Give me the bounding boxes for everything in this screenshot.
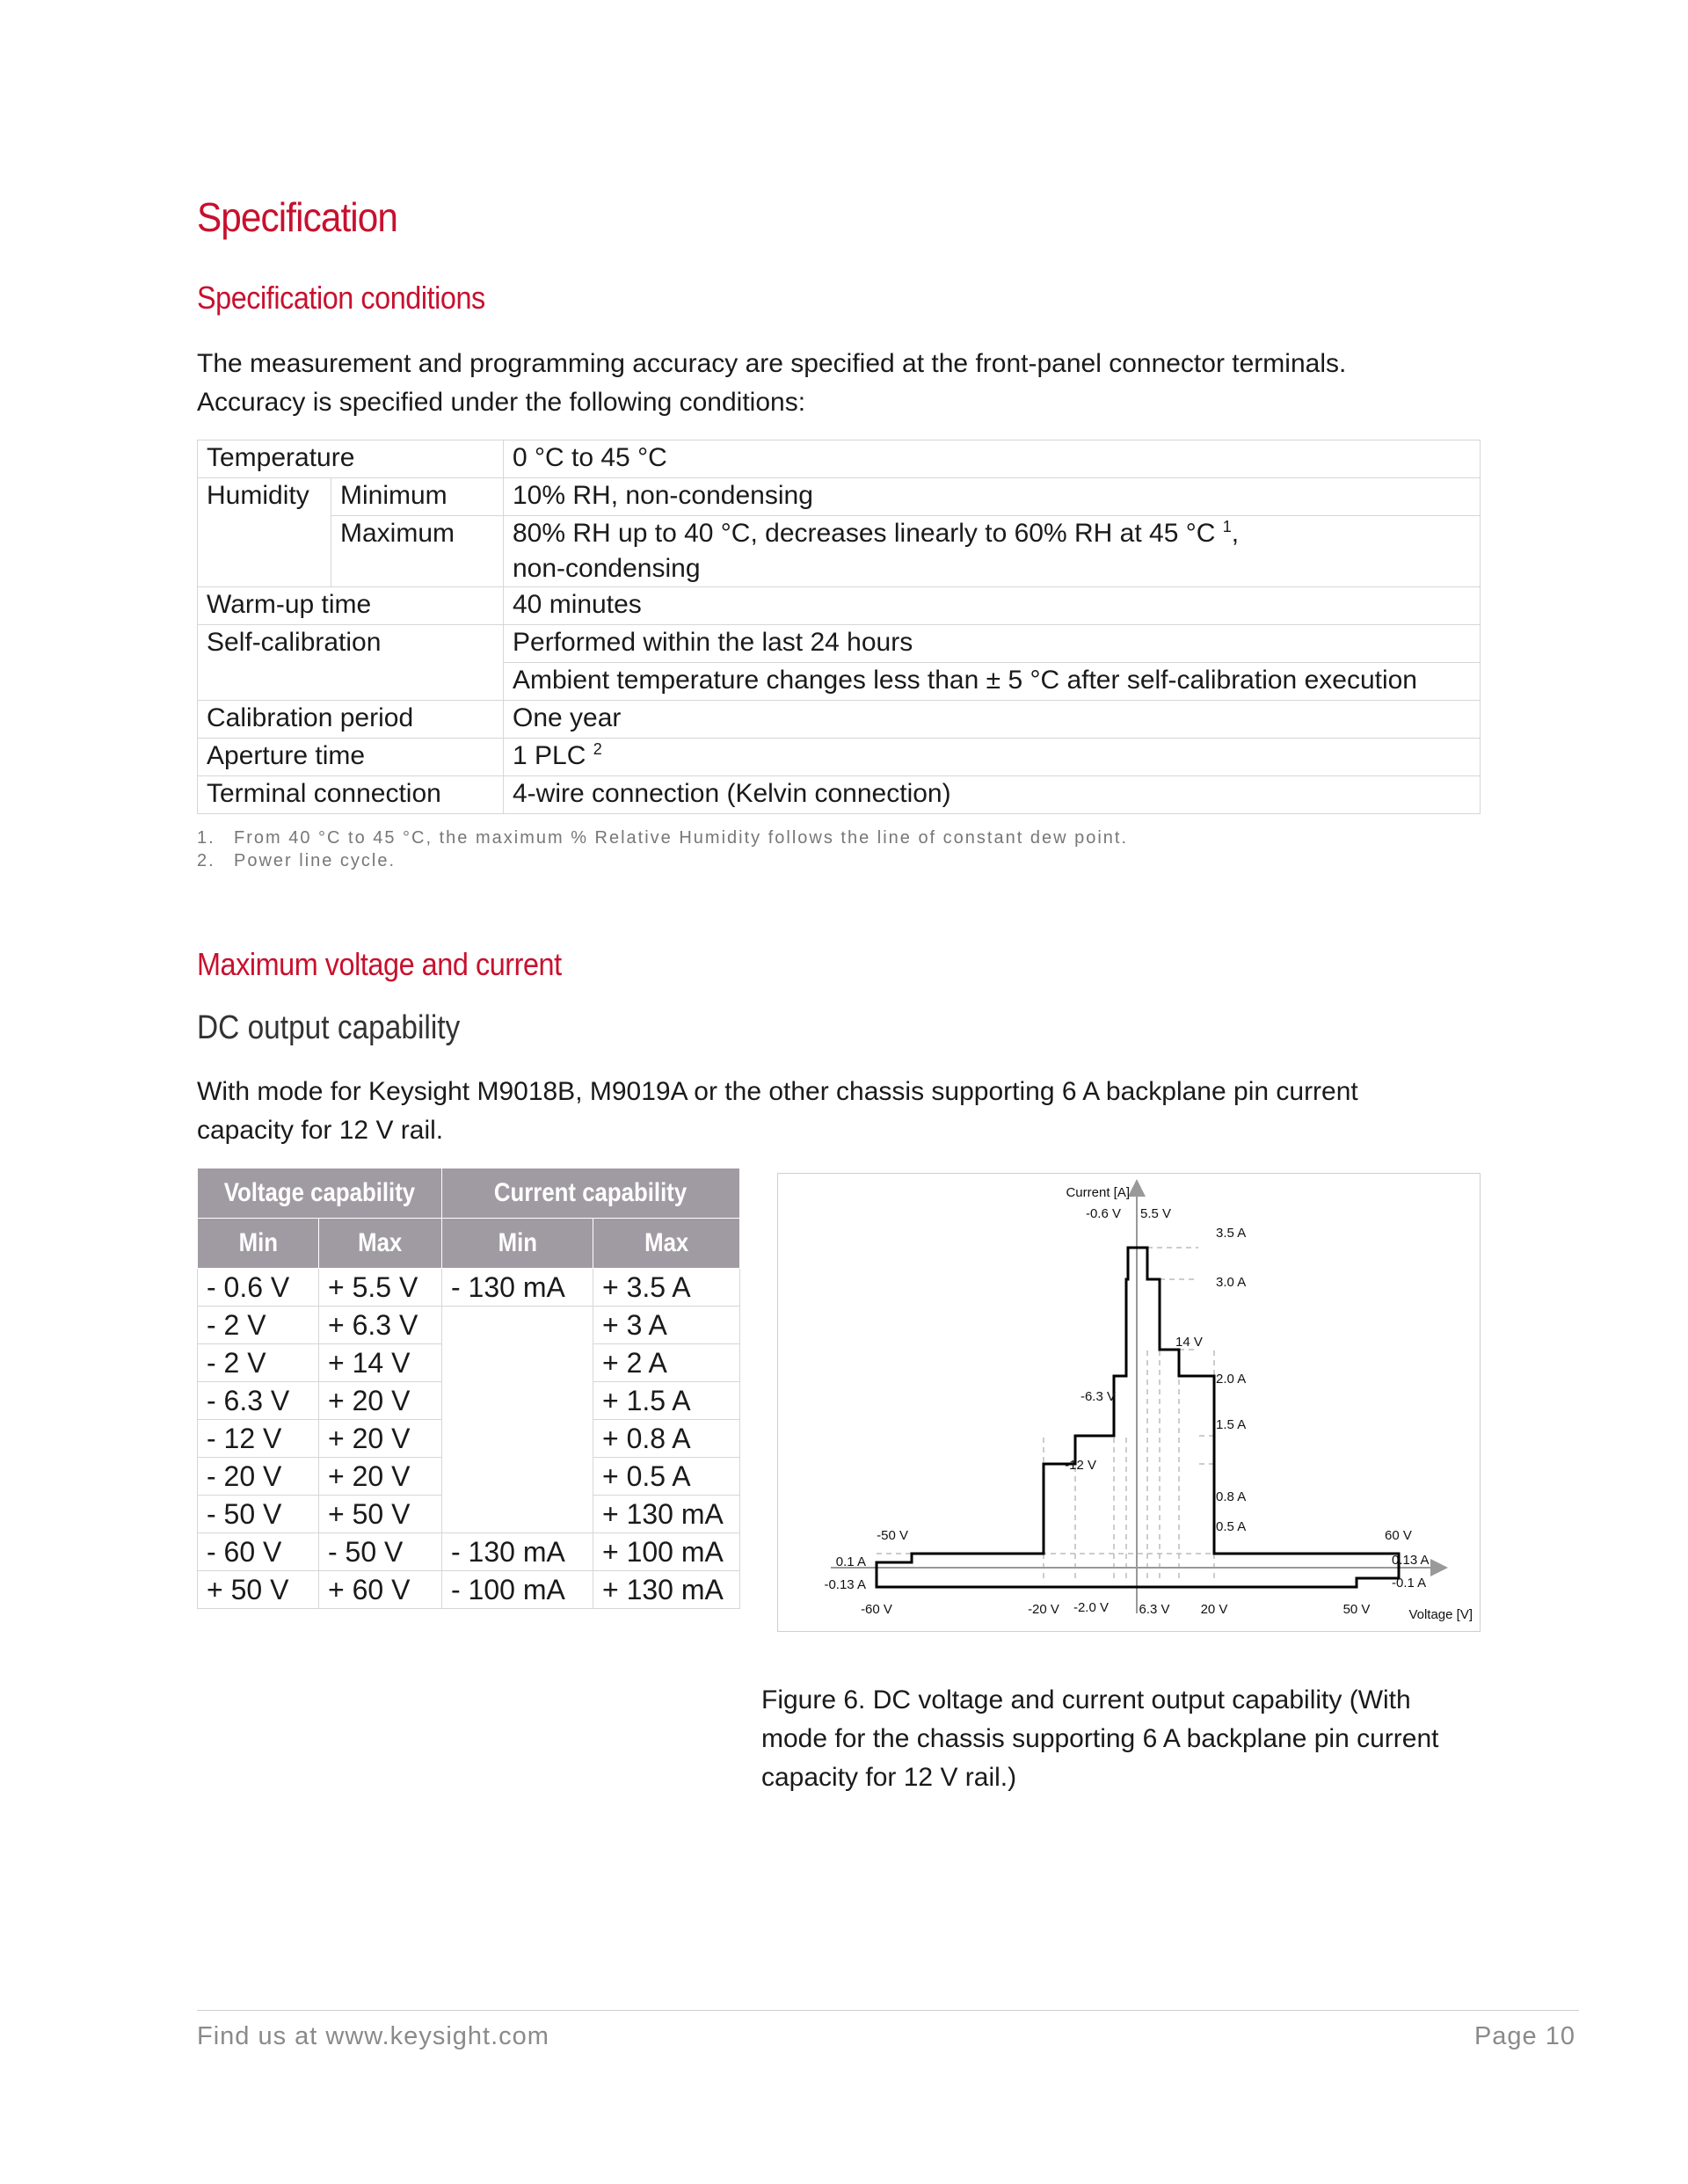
table-row [198, 440, 1481, 478]
section-heading-max: Maximum voltage and current [197, 946, 562, 982]
table-cell: + 20 V [319, 1382, 442, 1420]
table-cell: - 60 V [198, 1533, 319, 1571]
annotation-label: 0.8 A [1216, 1489, 1247, 1504]
current-capability-label: Current capability [494, 1178, 688, 1207]
aperture-value [504, 739, 1481, 776]
annotation-label: 14 V [1175, 1335, 1203, 1350]
table-cell: + 50 V [198, 1571, 319, 1609]
humidity-max-label: Maximum [331, 516, 504, 587]
humidity-max-value [504, 516, 1481, 587]
section-heading-conditions: Specification conditions [197, 280, 485, 316]
footnote-ref-2: 2 [593, 740, 602, 758]
annotation-label: -50 V [877, 1528, 908, 1543]
column-header [442, 1219, 593, 1269]
table-cell: - 50 V [319, 1533, 442, 1571]
table-cell-merged [442, 1307, 593, 1533]
footnotes [197, 826, 1128, 872]
footnote-text: Power line cycle. [234, 851, 397, 870]
table-cell: + 20 V [319, 1458, 442, 1496]
mode-line-1: With mode for Keysight M9018B, M9019A or the other chassis supporting 6 A backplane pin current [197, 1077, 1358, 1106]
caption-line-2: mode for the chassis supporting 6 A backplane pin current [761, 1724, 1439, 1753]
annotation-label: 1.5 A [1216, 1417, 1247, 1432]
caption-line-3: capacity for 12 V rail.) [761, 1763, 1017, 1792]
table-row [198, 1571, 740, 1609]
current-capability-header [442, 1168, 740, 1219]
annotation-label: 5.5 V [1140, 1206, 1172, 1221]
table-cell: + 14 V [319, 1344, 442, 1382]
table-cell: + 3 A [593, 1307, 740, 1344]
table-cell: - 50 V [198, 1496, 319, 1533]
output-capability-chart [777, 1173, 1481, 1632]
page-number: Page 10 [1473, 2022, 1575, 2050]
humidity-max-text-2: non-condensing [513, 554, 701, 583]
footnote-1 [197, 826, 1128, 849]
subsection-heading-dc: DC output capability [197, 1009, 461, 1046]
terminal-label: Terminal connection [198, 776, 504, 814]
column-header [593, 1219, 740, 1269]
table-header-row [198, 1168, 740, 1219]
table-cell: + 5.5 V [319, 1269, 442, 1307]
column-header-label: Min [498, 1228, 537, 1257]
table-row [198, 587, 1481, 625]
table-row [198, 1307, 740, 1344]
intro-line-2: Accuracy is specified under the following conditions: [197, 388, 806, 417]
table-cell: - 2 V [198, 1307, 319, 1344]
annotation-label: -0.13 A [824, 1577, 866, 1592]
table-row [198, 625, 1481, 663]
humidity-max-text: 80% RH up to 40 °C, decreases linearly to 60% RH at 45 °C [513, 519, 1216, 548]
table-cell: - 12 V [198, 1420, 319, 1458]
annotation-label: -6.3 V [1080, 1389, 1116, 1404]
humidity-min-value: 10% RH, non-condensing [504, 478, 1481, 516]
voltage-current-table [197, 1168, 740, 1609]
annotation-label: -20 V [1028, 1602, 1059, 1617]
footnote-ref-1: 1 [1222, 518, 1232, 535]
warmup-value: 40 minutes [504, 587, 1481, 625]
table-cell: - 130 mA [442, 1269, 593, 1307]
caption-line-1: Figure 6. DC voltage and current output capability (With [761, 1685, 1411, 1714]
annotation-label: -0.6 V [1085, 1206, 1121, 1221]
mode-paragraph [197, 1073, 1533, 1150]
table-cell: + 2 A [593, 1344, 740, 1382]
footer-website: Find us at www.keysight.com [197, 2022, 549, 2050]
y-axis-label: Current [A] [1066, 1185, 1130, 1200]
temperature-label: Temperature [198, 440, 504, 478]
aperture-label: Aperture time [198, 739, 504, 776]
annotation-label: -2.0 V [1073, 1600, 1109, 1615]
humidity-label: Humidity [198, 478, 331, 587]
chart-svg [778, 1174, 1480, 1631]
table-cell: + 20 V [319, 1420, 442, 1458]
table-row [198, 776, 1481, 814]
annotation-label: 0.1 A [835, 1554, 866, 1569]
annotation-label: 20 V [1200, 1602, 1228, 1617]
table-cell: + 0.5 A [593, 1458, 740, 1496]
aperture-text: 1 PLC [513, 741, 586, 770]
table-row [198, 516, 1481, 587]
calperiod-label: Calibration period [198, 701, 504, 739]
column-header-label: Max [358, 1228, 403, 1257]
table-cell: + 3.5 A [593, 1269, 740, 1307]
table-cell: + 60 V [319, 1571, 442, 1609]
humidity-min-label: Minimum [331, 478, 504, 516]
voltage-capability-label: Voltage capability [223, 1178, 416, 1207]
voltage-capability-header [198, 1168, 442, 1219]
selfcal-value-2: Ambient temperature changes less than ± 5 °C after self-calibration execution [504, 663, 1481, 701]
table-cell: + 130 mA [593, 1571, 740, 1609]
table-row [198, 739, 1481, 776]
page-heading: Specification [197, 194, 398, 240]
conditions-table [197, 440, 1481, 814]
intro-line-1: The measurement and programming accuracy are specified at the front-panel connector terminals. [197, 349, 1347, 378]
selfcal-value-1: Performed within the last 24 hours [504, 625, 1481, 663]
annotation-label: 6.3 V [1139, 1602, 1170, 1617]
mode-line-2: capacity for 12 V rail. [197, 1116, 444, 1145]
terminal-value: 4-wire connection (Kelvin connection) [504, 776, 1481, 814]
annotation-label: 50 V [1342, 1602, 1371, 1617]
annotation-label: -12 V [1065, 1458, 1096, 1473]
annotation-label: 3.5 A [1216, 1226, 1247, 1241]
table-row [198, 478, 1481, 516]
annotation-label: 2.0 A [1216, 1372, 1247, 1387]
footnote-number: 2. [197, 851, 215, 870]
table-cell: + 1.5 A [593, 1382, 740, 1420]
annotation-label: 3.0 A [1216, 1275, 1247, 1290]
table-cell: + 100 mA [593, 1533, 740, 1571]
table-cell: + 130 mA [593, 1496, 740, 1533]
column-header-label: Min [238, 1228, 278, 1257]
table-row [198, 1269, 740, 1307]
annotation-label: 60 V [1385, 1528, 1412, 1543]
annotation-label: -60 V [861, 1602, 892, 1617]
temperature-value: 0 °C to 45 °C [504, 440, 1481, 478]
table-cell: + 0.8 A [593, 1420, 740, 1458]
footnote-number: 1. [197, 828, 215, 848]
humidity-max-comma: , [1231, 519, 1240, 548]
selfcal-label: Self-calibration [198, 625, 504, 701]
column-header-label: Max [644, 1228, 689, 1257]
table-subheader-row [198, 1219, 740, 1269]
table-cell: - 2 V [198, 1344, 319, 1382]
column-header [319, 1219, 442, 1269]
footnote-text: From 40 °C to 45 °C, the maximum % Relative Humidity follows the line of constant dew point. [234, 828, 1129, 848]
figure-caption [761, 1681, 1491, 1797]
annotation-label: 0.13 A [1392, 1553, 1430, 1568]
table-cell: - 0.6 V [198, 1269, 319, 1307]
table-row [198, 701, 1481, 739]
intro-paragraph [197, 345, 1533, 422]
table-cell: + 50 V [319, 1496, 442, 1533]
table-row [198, 1533, 740, 1571]
x-axis-label: Voltage [V] [1408, 1607, 1473, 1622]
footer-divider [197, 2010, 1579, 2011]
footnote-2 [197, 849, 1128, 872]
table-cell: + 6.3 V [319, 1307, 442, 1344]
table-cell: - 130 mA [442, 1533, 593, 1571]
table-cell: - 6.3 V [198, 1382, 319, 1420]
table-cell: - 100 mA [442, 1571, 593, 1609]
annotation-label: 0.5 A [1216, 1519, 1247, 1534]
annotation-label: -0.1 A [1392, 1576, 1427, 1591]
warmup-label: Warm-up time [198, 587, 504, 625]
calperiod-value: One year [504, 701, 1481, 739]
table-cell: - 20 V [198, 1458, 319, 1496]
column-header [198, 1219, 319, 1269]
